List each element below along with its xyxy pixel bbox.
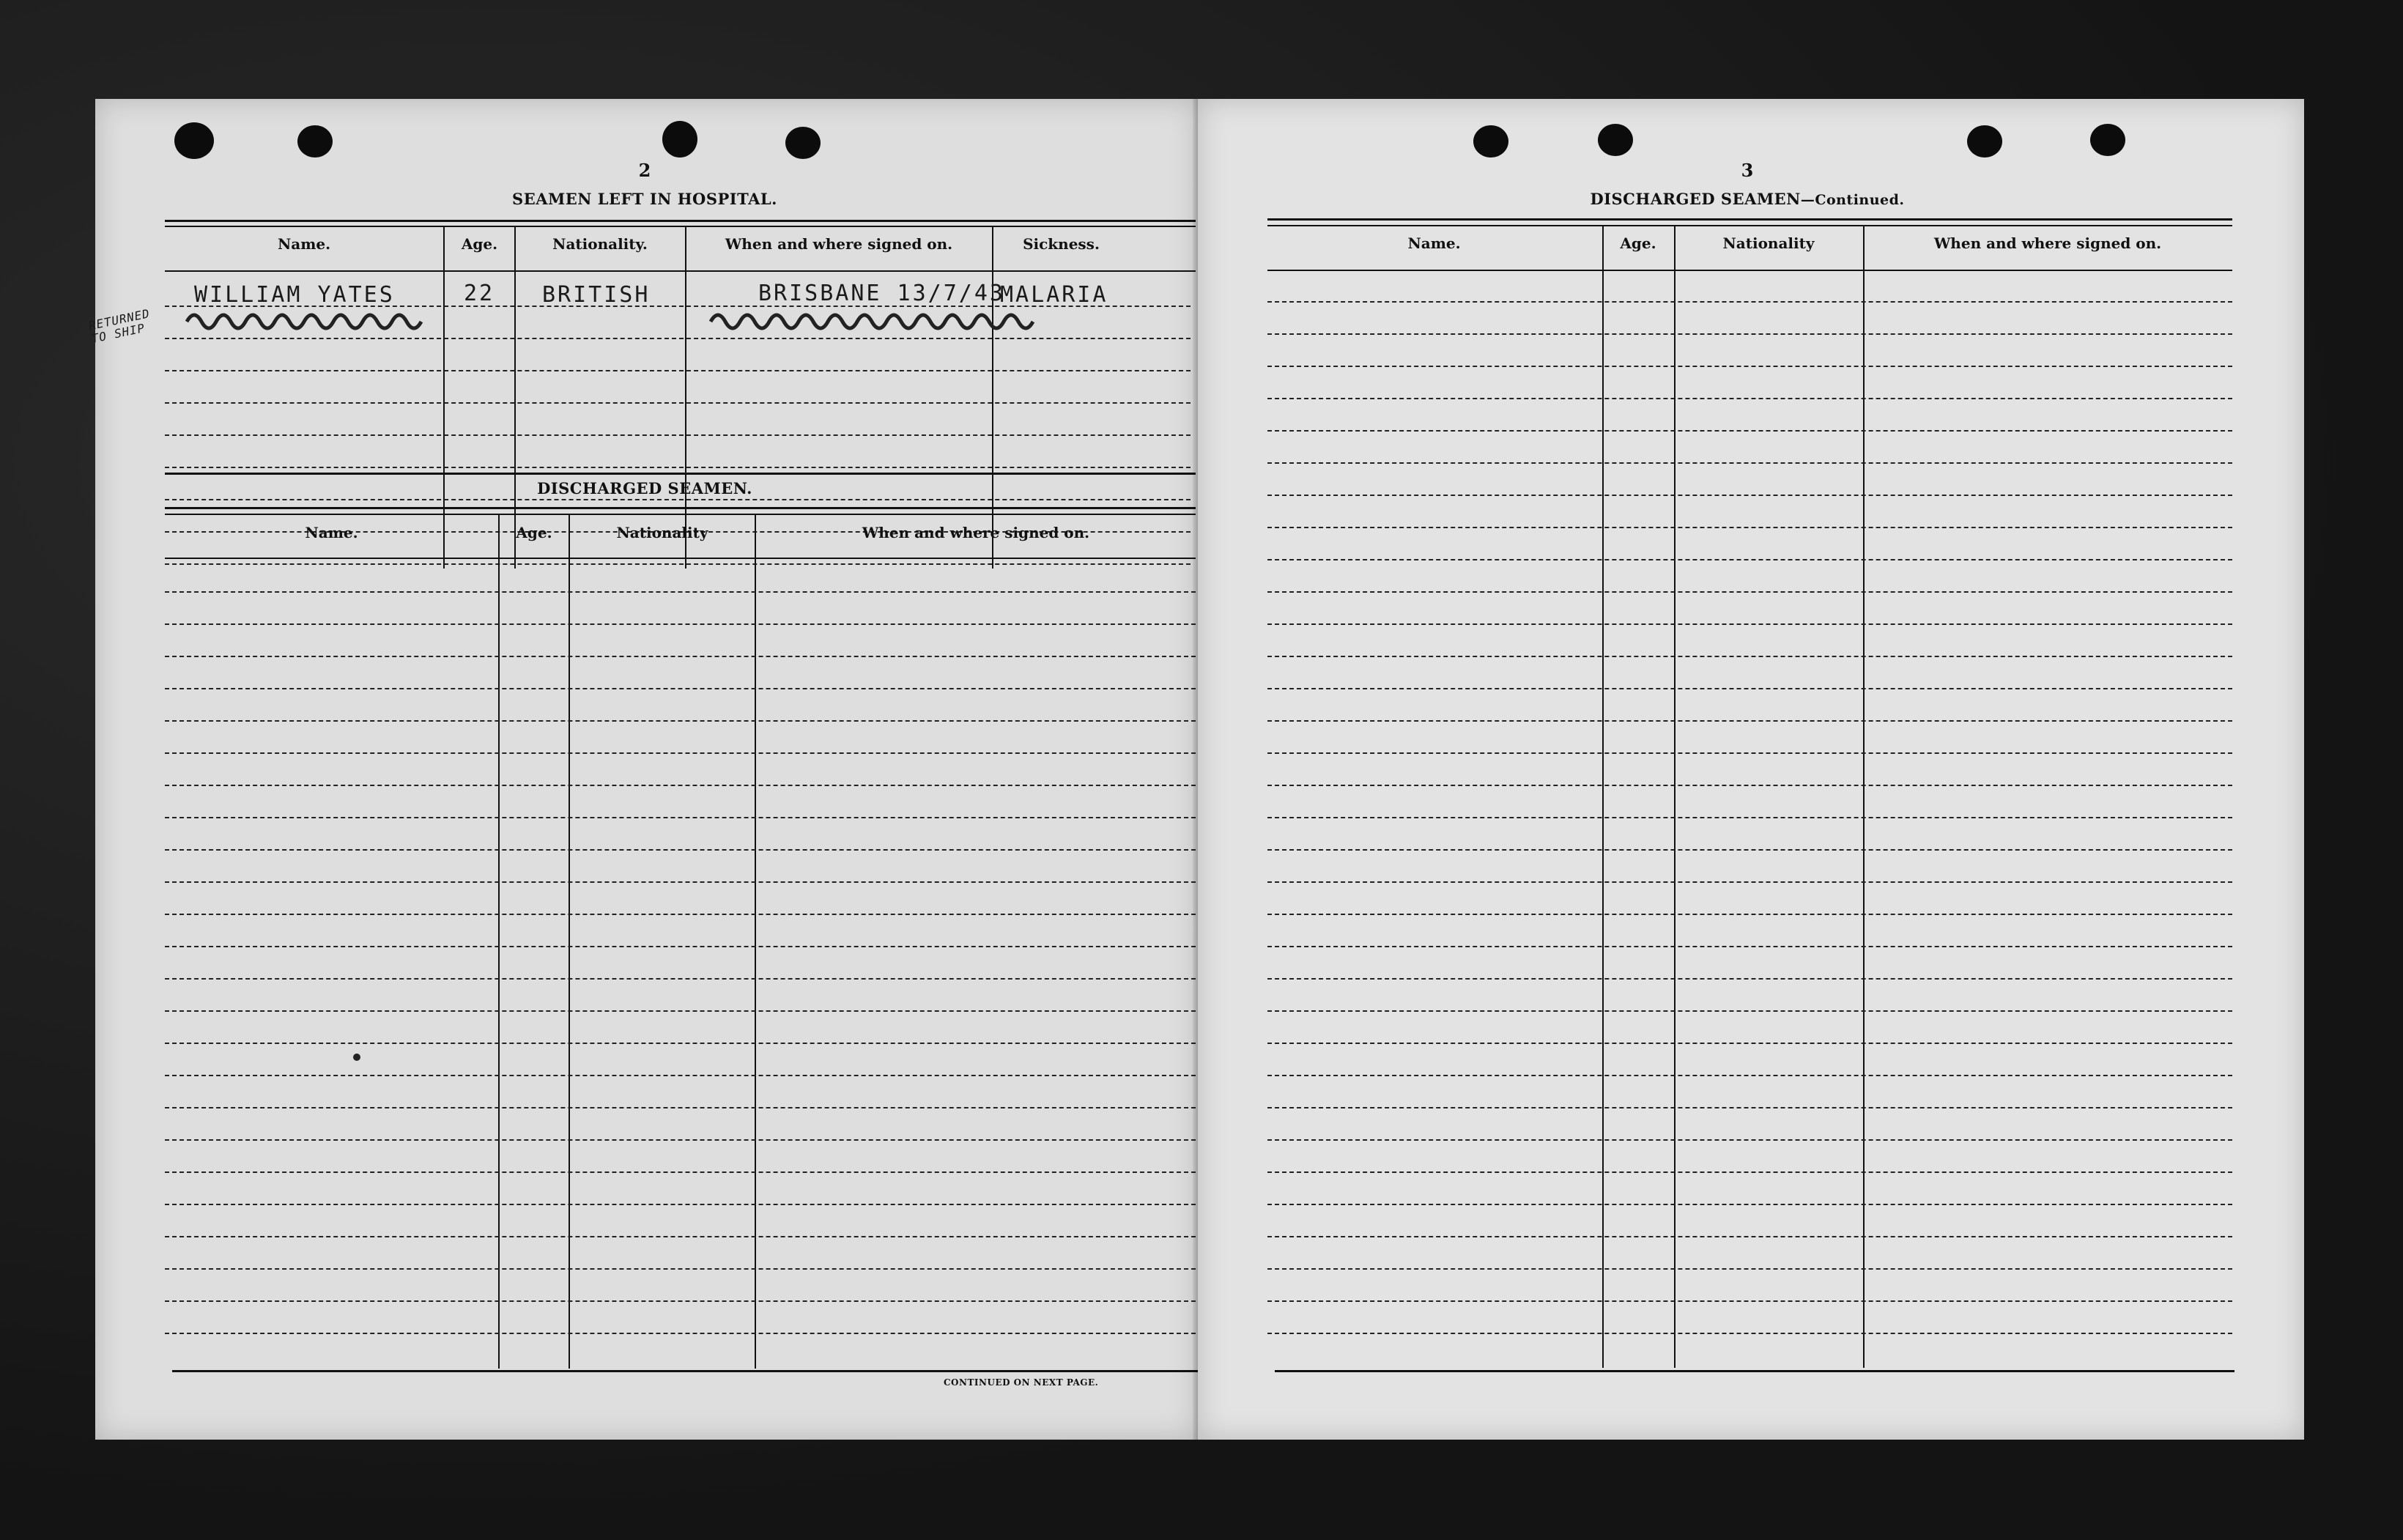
- row-line: [165, 881, 1196, 883]
- table-top-rule: [1267, 218, 2232, 221]
- row-line: [1267, 946, 2232, 947]
- left-page: [87, 99, 1198, 1440]
- row-line: [165, 817, 1196, 818]
- row-line: [165, 434, 1191, 436]
- column-header-signed-on: When and where signed on.: [862, 524, 1090, 541]
- row-line: [1267, 1204, 2232, 1205]
- row-line: [165, 1268, 1196, 1270]
- table-bottom-rule: [1275, 1370, 2234, 1372]
- column-header-name: Name.: [277, 235, 331, 253]
- section-divider: [165, 473, 1196, 475]
- row-line: [165, 1300, 1196, 1302]
- title-suffix: —Continued.: [1800, 192, 1905, 208]
- entry-name: WILLIAM YATES: [194, 282, 395, 308]
- column-header-nationality: Nationality.: [552, 235, 648, 253]
- row-line: [165, 1333, 1196, 1334]
- row-line: [1267, 720, 2232, 722]
- row-line: [1267, 1171, 2232, 1173]
- row-line: [1267, 1107, 2232, 1108]
- table-top-rule: [165, 507, 1196, 509]
- punch-hole: [1598, 124, 1633, 156]
- row-line: [1267, 849, 2232, 851]
- column-header-signed-on: When and where signed on.: [725, 235, 953, 253]
- row-line: [165, 1139, 1196, 1141]
- column-header-nationality: Nationality: [1722, 234, 1815, 252]
- row-line: [1267, 1139, 2232, 1141]
- row-line: [165, 914, 1196, 915]
- punch-hole: [2090, 124, 2125, 156]
- discharged-section-title: DISCHARGED SEAMEN.: [537, 479, 752, 497]
- row-line: [165, 752, 1196, 754]
- crossed-out-entry: [176, 306, 1275, 335]
- column-header-name: Name.: [1407, 234, 1461, 252]
- row-line: [1267, 1333, 2232, 1334]
- page-number: 3: [1741, 160, 1754, 181]
- continued-note: CONTINUED ON NEXT PAGE.: [944, 1377, 1099, 1388]
- row-line: [165, 720, 1196, 722]
- margin-note: RETURNED TO SHIP: [87, 306, 152, 347]
- row-line: [165, 1010, 1196, 1012]
- row-line: [1267, 785, 2232, 786]
- row-line: [1267, 1268, 2232, 1270]
- table-top-rule: [1267, 225, 2232, 226]
- column-header-age: Age.: [516, 524, 552, 541]
- table-top-rule: [165, 514, 1196, 515]
- row-line: [1267, 559, 2232, 560]
- row-line: [1267, 1010, 2232, 1012]
- right-page: [1198, 99, 2304, 1440]
- column-divider: [514, 227, 516, 569]
- entry-age: 22: [464, 281, 495, 306]
- page-number: 2: [638, 160, 651, 181]
- header-bottom-rule: [1267, 270, 2232, 271]
- punch-hole: [1473, 125, 1508, 158]
- punch-hole: [785, 127, 821, 159]
- column-divider: [992, 227, 993, 569]
- row-line: [165, 1171, 1196, 1173]
- column-header-sickness: Sickness.: [1023, 235, 1100, 253]
- row-line: [1267, 333, 2232, 335]
- row-line: [1267, 752, 2232, 754]
- row-line: [165, 1204, 1196, 1205]
- row-line: [165, 1075, 1196, 1076]
- row-line: [165, 978, 1196, 980]
- column-header-signed-on: When and where signed on.: [1933, 234, 2162, 252]
- table-top-rule: [165, 220, 1196, 222]
- ink-speck: [353, 1054, 360, 1061]
- row-line: [1267, 591, 2232, 593]
- row-line: [165, 849, 1196, 851]
- row-line: [1267, 914, 2232, 915]
- row-line: [1267, 301, 2232, 303]
- punch-hole: [297, 125, 333, 158]
- row-line: [1267, 1300, 2232, 1302]
- row-line: [1267, 1075, 2232, 1076]
- entry-sickness: MALARIA: [1000, 282, 1108, 308]
- row-line: [1267, 398, 2232, 399]
- row-line: [1267, 462, 2232, 464]
- row-line: [1267, 978, 2232, 980]
- row-line: [1267, 366, 2232, 367]
- column-header-name: Name.: [305, 524, 358, 541]
- punch-hole: [174, 122, 214, 159]
- header-bottom-rule: [165, 270, 1196, 272]
- row-line: [165, 402, 1191, 404]
- row-line: [1267, 430, 2232, 432]
- row-line: [1267, 817, 2232, 818]
- row-line: [1267, 881, 2232, 883]
- punch-hole: [662, 121, 697, 158]
- row-line: [1267, 1236, 2232, 1237]
- row-line: [1267, 1043, 2232, 1044]
- row-line: [165, 688, 1196, 689]
- row-line: [165, 370, 1191, 371]
- row-line: [165, 467, 1191, 468]
- row-line: [165, 1107, 1196, 1108]
- title-text: DISCHARGED SEAMEN: [1590, 190, 1801, 208]
- header-bottom-rule: [165, 558, 1196, 559]
- row-line: [1267, 656, 2232, 657]
- row-line: [165, 656, 1196, 657]
- entry-signed-on: BRISBANE 13/7/43: [758, 281, 1005, 306]
- row-line: [1267, 623, 2232, 625]
- row-line: [165, 591, 1196, 593]
- table-bottom-rule: [172, 1370, 1198, 1372]
- entry-nationality: BRITISH: [542, 282, 651, 308]
- column-header-age: Age.: [1620, 234, 1656, 252]
- column-header-nationality: Nationality: [616, 524, 708, 541]
- row-line: [1267, 495, 2232, 496]
- discharged-continued-title: [1491, 190, 2004, 208]
- row-line: [165, 946, 1196, 947]
- punch-hole: [1967, 125, 2002, 158]
- column-header-age: Age.: [461, 235, 498, 253]
- row-line: [165, 563, 1191, 565]
- hospital-section-title: SEAMEN LEFT IN HOSPITAL.: [512, 190, 777, 208]
- row-line: [1267, 527, 2232, 528]
- column-divider: [569, 515, 570, 1369]
- column-divider: [755, 515, 756, 1369]
- row-line: [165, 785, 1196, 786]
- row-line: [1267, 688, 2232, 689]
- row-line: [165, 1043, 1196, 1044]
- column-divider: [498, 515, 500, 1369]
- column-divider: [443, 227, 445, 569]
- column-divider: [685, 227, 686, 569]
- row-line: [165, 623, 1196, 625]
- row-line: [165, 499, 1191, 500]
- table-top-rule: [165, 226, 1196, 227]
- row-line: [165, 338, 1191, 339]
- row-line: [165, 1236, 1196, 1237]
